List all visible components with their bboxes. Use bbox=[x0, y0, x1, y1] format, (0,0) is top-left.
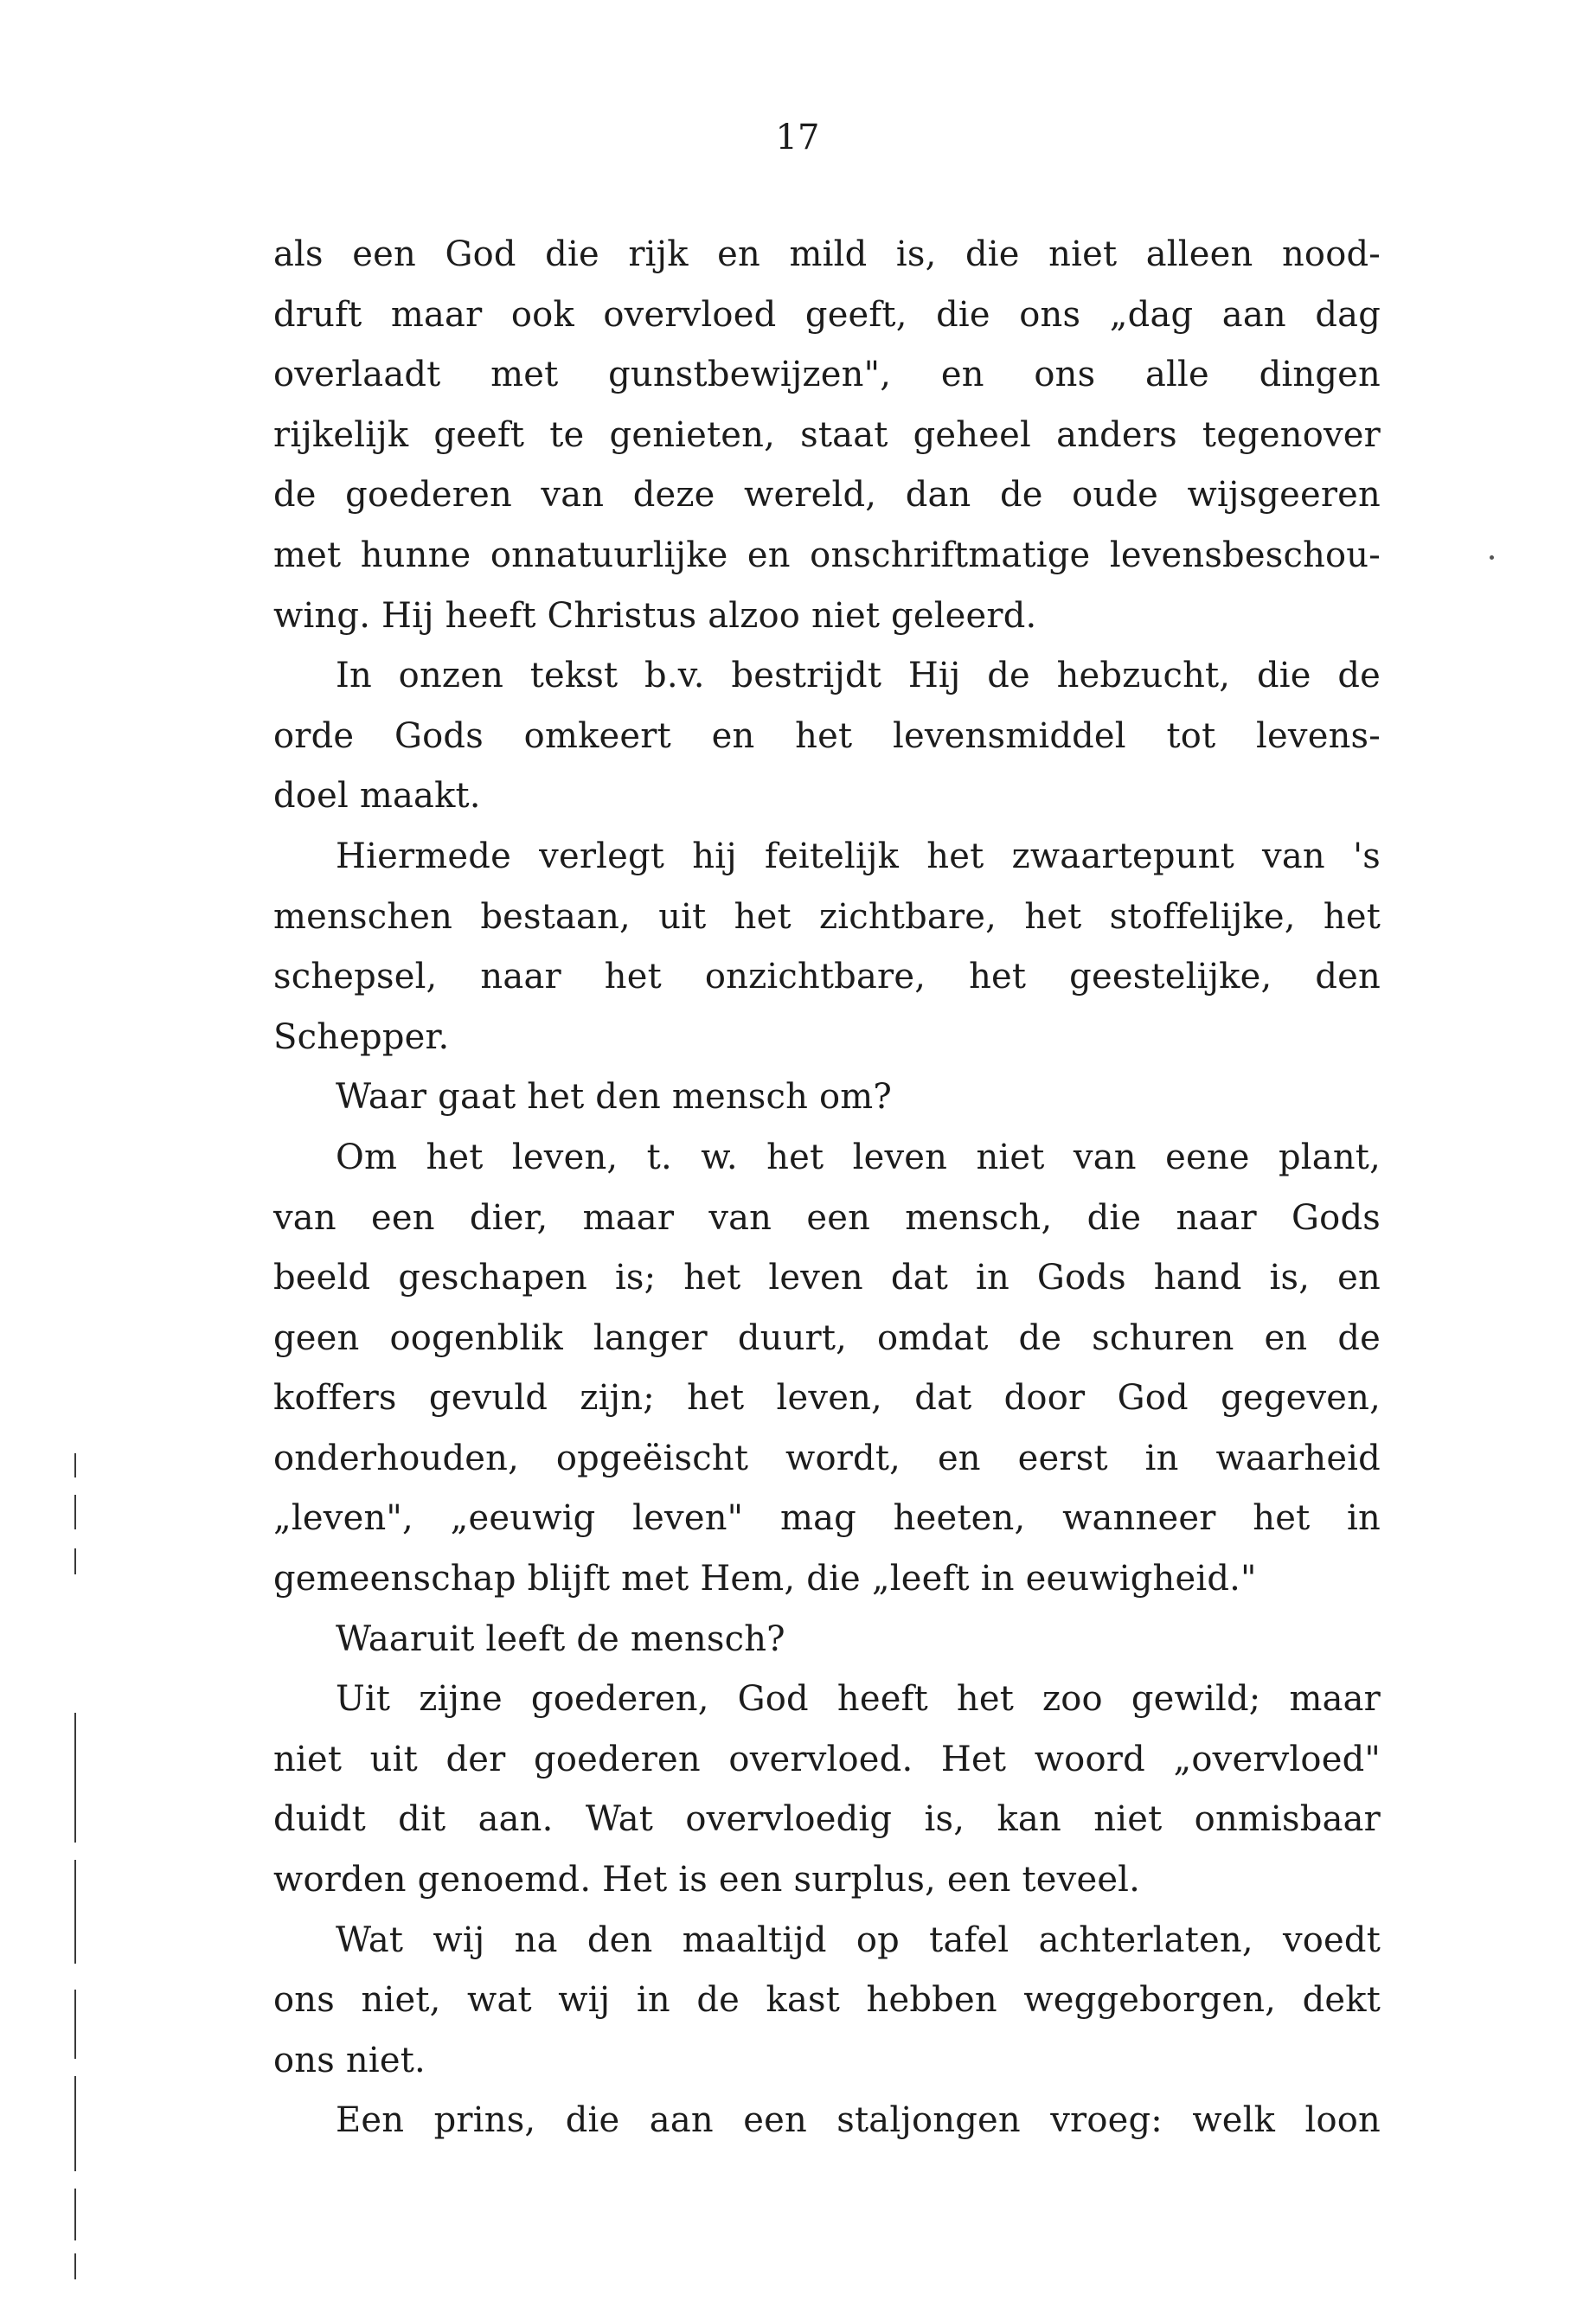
text-line: Hiermede verlegt hij feitelijk het zwaartepunt van 's bbox=[336, 836, 1381, 876]
scan-margin-marks bbox=[67, 1453, 85, 2284]
text-line: Een prins, die aan een staljongen vroeg: welk loon bbox=[336, 2100, 1381, 2141]
text-line: duidt dit aan. Wat overvloedig is, kan niet onmisbaar bbox=[273, 1799, 1381, 1840]
text-line: geen oogenblik langer duurt, omdat de schuren en de bbox=[273, 1317, 1381, 1358]
text-line: als een God die rijk en mild is, die niet alleen nood- bbox=[273, 234, 1381, 274]
text-line: Schepper. bbox=[273, 1016, 450, 1057]
text-line: Om het leven, t. w. het leven niet van eene plant, bbox=[336, 1137, 1381, 1177]
text-line: orde Gods omkeert en het levensmiddel tot levens- bbox=[273, 715, 1381, 756]
text-line: koffers gevuld zijn; het leven, dat door God gegeven, bbox=[273, 1378, 1381, 1419]
text-line: van een dier, maar van een mensch, die naar Gods bbox=[273, 1197, 1381, 1238]
text-line: de goederen van deze wereld, dan de oude wijsgeeren bbox=[273, 475, 1381, 516]
text-line: schepsel, naar het onzichtbare, het geestelijke, den bbox=[273, 957, 1381, 997]
text-line: In onzen tekst b.v. bestrijdt Hij de hebzucht, die de bbox=[336, 656, 1381, 696]
page-number: 17 bbox=[775, 118, 820, 157]
text-line: overlaadt met gunstbewijzen", en ons alle dingen bbox=[273, 355, 1381, 395]
text-line: doel maakt. bbox=[273, 776, 481, 817]
text-line: Wat wij na den maaltijd op tafel achterlaten, voedt bbox=[336, 1920, 1381, 1960]
text-line: met hunne onnatuurlijke en onschriftmatige levensbeschou- bbox=[273, 535, 1381, 575]
text-line: Waaruit leeft de mensch? bbox=[336, 1618, 785, 1659]
text-line: beeld geschapen is; het leven dat in Gods hand is, en bbox=[273, 1258, 1381, 1298]
text-line: menschen bestaan, uit het zichtbare, het stoffelijke, het bbox=[273, 896, 1381, 937]
text-line: ons niet, wat wij in de kast hebben weggeborgen, dekt bbox=[273, 1980, 1381, 2021]
text-line: niet uit der goederen overvloed. Het woord „overvloed" bbox=[273, 1739, 1381, 1779]
scan-speck bbox=[1490, 555, 1494, 560]
text-line: druft maar ook overvloed geeft, die ons „dag aan dag bbox=[273, 294, 1381, 335]
text-line: Uit zijne goederen, God heeft het zoo gewild; maar bbox=[336, 1679, 1381, 1720]
text-line: „leven", „eeuwig leven" mag heeten, wanneer het in bbox=[273, 1498, 1381, 1539]
body-text bbox=[273, 225, 1381, 2151]
text-line: onderhouden, opgeëischt wordt, en eerst in waarheid bbox=[273, 1438, 1381, 1478]
text-line: gemeenschap blijft met Hem, die „leeft in eeuwigheid." bbox=[273, 1559, 1257, 1599]
text-line: Waar gaat het den mensch om? bbox=[336, 1077, 893, 1118]
text-line: wing. Hij heeft Christus alzoo niet geleerd. bbox=[273, 595, 1037, 636]
text-line: worden genoemd. Het is een surplus, een teveel. bbox=[273, 1860, 1141, 1900]
text-line: rijkelijk geeft te genieten, staat geheel anders tegenover bbox=[273, 414, 1381, 455]
text-line: ons niet. bbox=[273, 2040, 426, 2080]
